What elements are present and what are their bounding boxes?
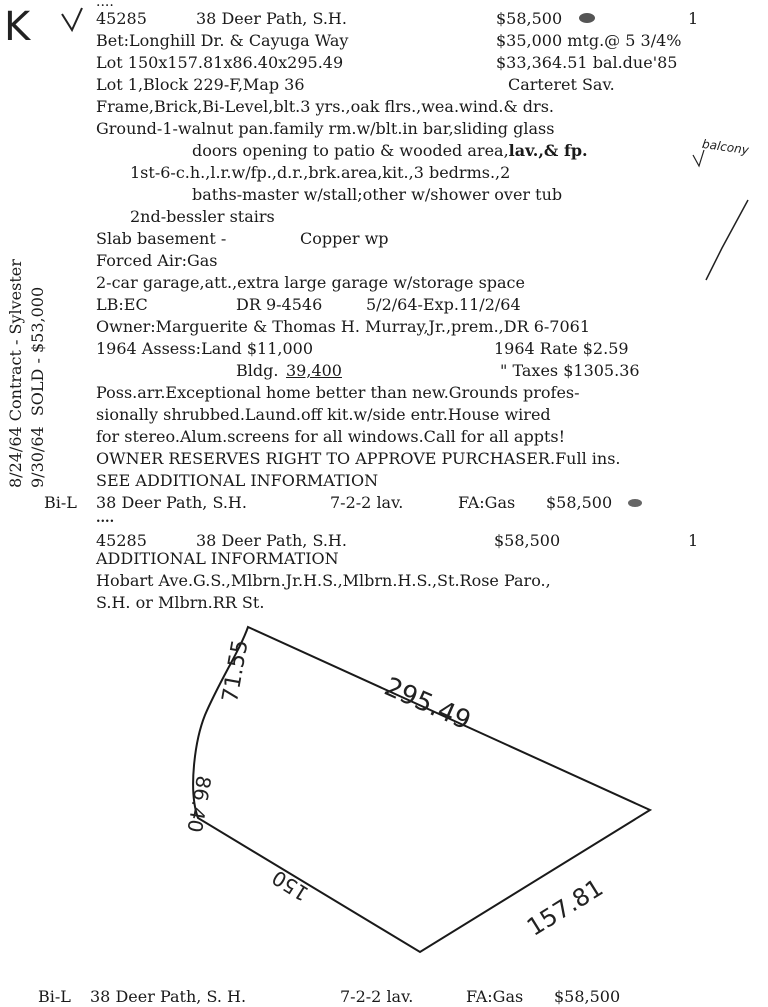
first-floor-baths: baths-master w/stall;other w/shower over tub [192,185,563,204]
first-floor: 1st-6-c.h.,l.r.w/fp.,d.r.,brk.area,kit.,3 bedrms.,2 [130,163,511,182]
additional-transport: S.H. or Mlbrn.RR St. [96,593,265,612]
doors-text: doors opening to patio & wooded area, [192,141,509,160]
summary-rooms: 7-2-2 lav. [330,493,404,512]
plot-side-bottom: 150 [267,865,313,906]
remarks-line-2: sionally shrubbed.Laund.off kit.w/side entr.House wired [96,405,551,424]
listing-number: 45285 [96,9,147,28]
header-price: $58,500 [496,9,563,28]
remarks-line-1: Poss.arr.Exceptional home better than new.Grounds profes- [96,383,580,402]
additional-schools: Hobart Ave.G.S.,Mlbrn.Jr.H.S.,Mlbrn.H.S.,St.Rose Paro., [96,571,551,590]
bottom-summary-type: Bi-L [38,987,71,1006]
margin-note-contract: 8/24/64 Contract - Sylvester [6,259,25,488]
basement: Slab basement - [96,229,227,248]
owner-reserves: OWNER RESERVES RIGHT TO APPROVE PURCHASER.Full ins. [96,449,621,468]
additional-price: $58,500 [494,531,561,550]
additional-title: ADDITIONAL INFORMATION [96,549,339,568]
additional-page-number: 1 [688,531,699,550]
header-address: 38 Deer Path, S.H. [196,9,347,28]
lender: Carteret Sav. [508,75,615,94]
plumbing: Copper wp [300,229,389,248]
assessment-building-value: 39,400 [286,361,342,380]
header-dots: .... [96,0,114,10]
owner: Owner:Marguerite & Thomas H. Murray,Jr.,prem.,DR 6-7061 [96,317,590,336]
summary-heat: FA:Gas [458,493,516,512]
plot-side-left-upper: 71.55 [218,637,254,705]
handwritten-balcony: balcony [701,136,750,158]
balance-due: $33,364.51 bal.due'85 [496,53,678,72]
summary-address: 38 Deer Path, S.H. [96,493,247,512]
assessment-building-label: Bldg. [236,361,279,380]
between-streets: Bet:Longhill Dr. & Cayuga Way [96,31,349,50]
plot-side-left-lower: 86.40 [182,773,216,835]
garage: 2-car garage,att.,extra large garage w/storage space [96,273,525,292]
block-map: Lot 1,Block 229-F,Map 36 [96,75,305,94]
header-page-number: 1 [688,9,699,28]
bottom-summary-address: 38 Deer Path, S. H. [90,987,247,1006]
broker-phone: DR 9-4546 [236,295,323,314]
listing-broker: LB:EC [96,295,148,314]
bottom-summary-heat: FA:Gas [466,987,524,1006]
listing-dates: 5/2/64-Exp.11/2/64 [366,295,521,314]
margin-note-sold: 9/30/64 SOLD - $53,000 [28,286,47,488]
summary-type: Bi-L [44,493,77,512]
mortgage: $35,000 mtg.@ 5 3/4% [496,31,682,50]
ground-floor: Ground-1-walnut pan.family rm.w/blt.in bar,sliding glass [96,119,555,138]
bottom-summary-price: $58,500 [554,987,621,1006]
plot-side-right: 157.81 [522,873,609,942]
additional-listing-number: 45285 [96,531,147,550]
bottom-summary-rooms: 7-2-2 lav. [340,987,414,1006]
lot-dimensions: Lot 150x157.81x86.40x295.49 [96,53,344,72]
doors-bold-text: lav.,& fp. [508,141,588,160]
tax-rate: 1964 Rate $2.59 [494,339,629,358]
second-floor: 2nd-bessler stairs [130,207,275,226]
remarks-line-3: for stereo.Alum.screens for all windows.Call for all appts! [96,427,566,446]
plot-side-top: 295.49 [379,672,476,737]
assessment-land: 1964 Assess:Land $11,000 [96,339,314,358]
summary-dots: .... [96,511,115,526]
taxes: " Taxes $1305.36 [500,361,640,380]
additional-address: 38 Deer Path, S.H. [196,531,347,550]
heating: Forced Air:Gas [96,251,218,270]
corner-mark-k: K [4,4,31,50]
summary-price: $58,500 [546,493,613,512]
construction: Frame,Brick,Bi-Level,blt.3 yrs.,oak flrs.,wea.wind.& drs. [96,97,554,116]
see-additional: SEE ADDITIONAL INFORMATION [96,471,379,490]
